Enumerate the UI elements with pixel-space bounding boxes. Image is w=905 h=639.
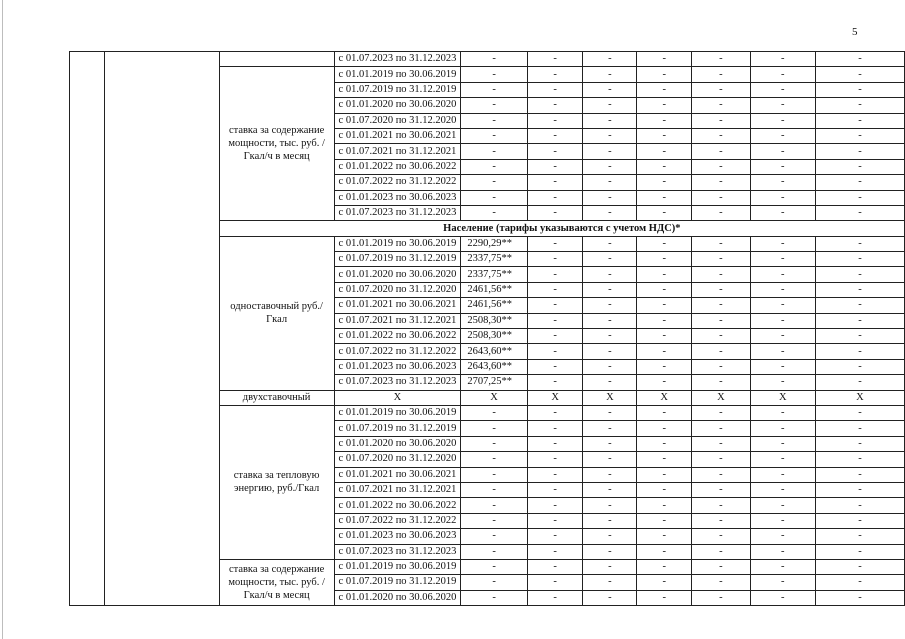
dash-cell: - xyxy=(461,52,527,67)
dash-cell: - xyxy=(815,159,904,174)
dash-cell: - xyxy=(815,267,904,282)
dash-cell: - xyxy=(637,590,692,605)
dash-cell: - xyxy=(583,375,637,390)
period-cell: с 01.01.2021 по 30.06.2021 xyxy=(334,298,461,313)
dash-cell: - xyxy=(750,313,815,328)
dash-cell: - xyxy=(637,252,692,267)
dash-cell: - xyxy=(750,467,815,482)
tariff-value-cell: 2337,75** xyxy=(461,252,527,267)
dash-cell: - xyxy=(637,544,692,559)
dash-cell: - xyxy=(461,190,527,205)
dash-cell: - xyxy=(750,67,815,82)
dash-cell: - xyxy=(692,82,751,97)
dash-cell: - xyxy=(750,252,815,267)
dash-cell: - xyxy=(583,452,637,467)
dash-cell: - xyxy=(750,436,815,451)
dash-cell: - xyxy=(692,482,751,497)
dash-cell: - xyxy=(637,375,692,390)
dash-cell: - xyxy=(692,375,751,390)
dash-cell: - xyxy=(583,575,637,590)
dash-cell: - xyxy=(527,436,583,451)
dash-cell: - xyxy=(527,590,583,605)
dash-cell: - xyxy=(692,452,751,467)
dash-cell: - xyxy=(527,575,583,590)
dash-cell: - xyxy=(815,113,904,128)
dash-cell: - xyxy=(637,529,692,544)
tariff-value-cell: 2461,56** xyxy=(461,282,527,297)
dash-cell: - xyxy=(637,436,692,451)
dash-cell: - xyxy=(692,575,751,590)
dash-cell: - xyxy=(583,52,637,67)
x-cell: X xyxy=(815,390,904,405)
x-cell: X xyxy=(750,390,815,405)
period-cell: с 01.01.2022 по 30.06.2022 xyxy=(334,329,461,344)
dash-cell: - xyxy=(750,144,815,159)
dash-cell: - xyxy=(815,175,904,190)
capacity-rate-label: ставка за содержание мощности, тыс. руб. /Гкал/ч в месяц xyxy=(219,67,334,221)
dash-cell: - xyxy=(750,575,815,590)
period-cell: с 01.01.2020 по 30.06.2020 xyxy=(334,98,461,113)
dash-cell: - xyxy=(637,52,692,67)
dash-cell: - xyxy=(583,175,637,190)
dash-cell: - xyxy=(461,529,527,544)
dash-cell: - xyxy=(461,421,527,436)
dash-cell: - xyxy=(583,405,637,420)
dash-cell: - xyxy=(527,482,583,497)
dash-cell: - xyxy=(583,467,637,482)
dash-cell: - xyxy=(461,405,527,420)
dash-cell: - xyxy=(815,544,904,559)
dash-cell: - xyxy=(815,359,904,374)
dash-cell: - xyxy=(527,359,583,374)
dash-cell: - xyxy=(815,329,904,344)
period-cell: с 01.01.2020 по 30.06.2020 xyxy=(334,590,461,605)
dash-cell: - xyxy=(461,159,527,174)
dash-cell: - xyxy=(583,359,637,374)
dash-cell: - xyxy=(815,436,904,451)
tariff-value-cell: 2643,60** xyxy=(461,344,527,359)
dash-cell: - xyxy=(692,159,751,174)
dash-cell: - xyxy=(527,113,583,128)
dash-cell: - xyxy=(750,205,815,220)
period-cell: с 01.07.2020 по 31.12.2020 xyxy=(334,113,461,128)
dash-cell: - xyxy=(692,298,751,313)
dash-cell: - xyxy=(583,482,637,497)
dash-cell: - xyxy=(750,298,815,313)
dash-cell: - xyxy=(583,205,637,220)
dash-cell: - xyxy=(692,405,751,420)
dash-cell: - xyxy=(815,452,904,467)
dash-cell: - xyxy=(527,329,583,344)
dash-cell: - xyxy=(692,190,751,205)
period-cell: с 01.07.2020 по 31.12.2020 xyxy=(334,282,461,297)
dash-cell: - xyxy=(461,144,527,159)
dash-cell: - xyxy=(527,190,583,205)
dash-cell: - xyxy=(692,344,751,359)
period-cell: с 01.07.2021 по 31.12.2021 xyxy=(334,482,461,497)
dash-cell: - xyxy=(527,513,583,528)
dash-cell: - xyxy=(692,113,751,128)
dash-cell: - xyxy=(750,559,815,574)
dash-cell: - xyxy=(461,113,527,128)
period-cell: с 01.01.2022 по 30.06.2022 xyxy=(334,498,461,513)
dash-cell: - xyxy=(583,559,637,574)
dash-cell: - xyxy=(527,267,583,282)
left-margin-cell xyxy=(105,52,219,606)
period-cell: с 01.07.2019 по 31.12.2019 xyxy=(334,252,461,267)
table-body xyxy=(70,52,905,606)
dash-cell: - xyxy=(527,559,583,574)
dash-cell: - xyxy=(461,559,527,574)
dash-cell: - xyxy=(637,498,692,513)
dash-cell: - xyxy=(750,452,815,467)
dash-cell: - xyxy=(527,205,583,220)
period-cell: с 01.07.2019 по 31.12.2019 xyxy=(334,82,461,97)
dash-cell: - xyxy=(583,98,637,113)
dash-cell: - xyxy=(461,205,527,220)
period-cell: с 01.07.2022 по 31.12.2022 xyxy=(334,513,461,528)
dash-cell: - xyxy=(583,144,637,159)
dash-cell: - xyxy=(815,375,904,390)
dash-cell: - xyxy=(815,98,904,113)
dash-cell: - xyxy=(750,236,815,251)
tariff-value-cell: 2707,25** xyxy=(461,375,527,390)
period-cell: с 01.01.2022 по 30.06.2022 xyxy=(334,159,461,174)
dash-cell: - xyxy=(583,190,637,205)
dash-cell: - xyxy=(637,482,692,497)
dash-cell: - xyxy=(637,298,692,313)
period-cell: с 01.01.2023 по 30.06.2023 xyxy=(334,190,461,205)
dash-cell: - xyxy=(750,359,815,374)
heat-rate-label: ставка за тепловую энергию, руб./Гкал xyxy=(219,405,334,559)
dash-cell: - xyxy=(750,113,815,128)
dash-cell: - xyxy=(815,67,904,82)
dash-cell: - xyxy=(815,344,904,359)
section-header-population: Население (тарифы указываются с учетом НДС)* xyxy=(219,221,904,236)
dash-cell: - xyxy=(583,313,637,328)
period-cell: с 01.01.2021 по 30.06.2021 xyxy=(334,128,461,143)
dash-cell: - xyxy=(583,113,637,128)
dash-cell: - xyxy=(637,282,692,297)
period-cell: с 01.07.2019 по 31.12.2019 xyxy=(334,575,461,590)
dash-cell: - xyxy=(815,190,904,205)
period-cell: с 01.07.2022 по 31.12.2022 xyxy=(334,344,461,359)
dash-cell: - xyxy=(750,421,815,436)
dash-cell: - xyxy=(815,52,904,67)
dash-cell: - xyxy=(527,467,583,482)
dash-cell: - xyxy=(815,559,904,574)
dash-cell: - xyxy=(637,67,692,82)
period-cell: с 01.07.2023 по 31.12.2023 xyxy=(334,205,461,220)
dash-cell: - xyxy=(692,52,751,67)
dash-cell: - xyxy=(637,344,692,359)
x-cell: X xyxy=(583,390,637,405)
dash-cell: - xyxy=(527,252,583,267)
two-part-tariff-label: двухставочный xyxy=(219,390,334,405)
period-cell: с 01.07.2021 по 31.12.2021 xyxy=(334,144,461,159)
dash-cell: - xyxy=(583,529,637,544)
dash-cell: - xyxy=(750,82,815,97)
dash-cell: - xyxy=(637,405,692,420)
dash-cell: - xyxy=(461,175,527,190)
empty-label-cell xyxy=(219,52,334,67)
dash-cell: - xyxy=(815,298,904,313)
dash-cell: - xyxy=(637,190,692,205)
period-cell: с 01.07.2022 по 31.12.2022 xyxy=(334,175,461,190)
dash-cell: - xyxy=(815,513,904,528)
dash-cell: - xyxy=(637,236,692,251)
dash-cell: - xyxy=(461,482,527,497)
dash-cell: - xyxy=(692,359,751,374)
dash-cell: - xyxy=(692,144,751,159)
dash-cell: - xyxy=(637,329,692,344)
dash-cell: - xyxy=(527,344,583,359)
dash-cell: - xyxy=(815,529,904,544)
dash-cell: - xyxy=(527,405,583,420)
dash-cell: - xyxy=(527,175,583,190)
dash-cell: - xyxy=(527,67,583,82)
one-part-tariff-label: одноставочный руб./Гкал xyxy=(219,236,334,390)
dash-cell: - xyxy=(461,436,527,451)
dash-cell: - xyxy=(692,282,751,297)
dash-cell: - xyxy=(692,236,751,251)
dash-cell: - xyxy=(527,498,583,513)
dash-cell: - xyxy=(461,590,527,605)
x-cell: X xyxy=(527,390,583,405)
period-cell: с 01.01.2019 по 30.06.2019 xyxy=(334,559,461,574)
dash-cell: - xyxy=(637,113,692,128)
dash-cell: - xyxy=(692,436,751,451)
period-cell: с 01.07.2023 по 31.12.2023 xyxy=(334,544,461,559)
dash-cell: - xyxy=(637,559,692,574)
dash-cell: - xyxy=(637,82,692,97)
dash-cell: - xyxy=(527,82,583,97)
dash-cell: - xyxy=(637,359,692,374)
dash-cell: - xyxy=(637,175,692,190)
dash-cell: - xyxy=(750,190,815,205)
dash-cell: - xyxy=(461,513,527,528)
dash-cell: - xyxy=(815,313,904,328)
dash-cell: - xyxy=(750,590,815,605)
dash-cell: - xyxy=(583,282,637,297)
dash-cell: - xyxy=(750,405,815,420)
dash-cell: - xyxy=(461,128,527,143)
dash-cell: - xyxy=(637,267,692,282)
dash-cell: - xyxy=(815,236,904,251)
dash-cell: - xyxy=(583,544,637,559)
dash-cell: - xyxy=(527,544,583,559)
dash-cell: - xyxy=(637,421,692,436)
dash-cell: - xyxy=(583,82,637,97)
dash-cell: - xyxy=(750,529,815,544)
dash-cell: - xyxy=(815,575,904,590)
left-margin-cell xyxy=(70,52,105,606)
dash-cell: - xyxy=(583,67,637,82)
dash-cell: - xyxy=(461,98,527,113)
period-cell: с 01.01.2023 по 30.06.2023 xyxy=(334,359,461,374)
dash-cell: - xyxy=(692,205,751,220)
dash-cell: - xyxy=(527,159,583,174)
dash-cell: - xyxy=(583,128,637,143)
dash-cell: - xyxy=(750,159,815,174)
period-cell: с 01.01.2019 по 30.06.2019 xyxy=(334,236,461,251)
dash-cell: - xyxy=(750,98,815,113)
dash-cell: - xyxy=(692,175,751,190)
dash-cell: - xyxy=(637,128,692,143)
dash-cell: - xyxy=(692,252,751,267)
dash-cell: - xyxy=(815,498,904,513)
dash-cell: - xyxy=(583,252,637,267)
table-row xyxy=(70,52,905,67)
tariff-value-cell: 2461,56** xyxy=(461,298,527,313)
dash-cell: - xyxy=(692,67,751,82)
period-cell: с 01.07.2020 по 31.12.2020 xyxy=(334,452,461,467)
dash-cell: - xyxy=(637,467,692,482)
dash-cell: - xyxy=(815,282,904,297)
dash-cell: - xyxy=(583,421,637,436)
period-cell: с 01.01.2019 по 30.06.2019 xyxy=(334,405,461,420)
dash-cell: - xyxy=(527,452,583,467)
x-cell: X xyxy=(461,390,527,405)
tariff-value-cell: 2508,30** xyxy=(461,329,527,344)
dash-cell: - xyxy=(750,52,815,67)
dash-cell: - xyxy=(815,405,904,420)
dash-cell: - xyxy=(750,175,815,190)
dash-cell: - xyxy=(637,144,692,159)
dash-cell: - xyxy=(815,82,904,97)
dash-cell: - xyxy=(637,205,692,220)
dash-cell: - xyxy=(527,128,583,143)
dash-cell: - xyxy=(637,313,692,328)
dash-cell: - xyxy=(692,267,751,282)
dash-cell: - xyxy=(692,128,751,143)
dash-cell: - xyxy=(692,467,751,482)
dash-cell: - xyxy=(527,298,583,313)
dash-cell: - xyxy=(692,98,751,113)
dash-cell: - xyxy=(461,67,527,82)
period-cell: с 01.07.2021 по 31.12.2021 xyxy=(334,313,461,328)
dash-cell: - xyxy=(815,421,904,436)
dash-cell: - xyxy=(583,236,637,251)
dash-cell: - xyxy=(583,329,637,344)
dash-cell: - xyxy=(750,513,815,528)
x-cell: X xyxy=(637,390,692,405)
dash-cell: - xyxy=(750,282,815,297)
dash-cell: - xyxy=(750,544,815,559)
period-cell: с 01.01.2020 по 30.06.2020 xyxy=(334,267,461,282)
dash-cell: - xyxy=(815,467,904,482)
dash-cell: - xyxy=(637,513,692,528)
dash-cell: - xyxy=(692,329,751,344)
dash-cell: - xyxy=(750,329,815,344)
tariff-table xyxy=(69,51,905,606)
dash-cell: - xyxy=(461,544,527,559)
x-cell: X xyxy=(334,390,461,405)
dash-cell: - xyxy=(692,544,751,559)
dash-cell: - xyxy=(583,298,637,313)
dash-cell: - xyxy=(527,421,583,436)
period-cell: с 01.01.2020 по 30.06.2020 xyxy=(334,436,461,451)
dash-cell: - xyxy=(527,313,583,328)
dash-cell: - xyxy=(692,559,751,574)
dash-cell: - xyxy=(815,482,904,497)
period-cell: с 01.07.2023 по 31.12.2023 xyxy=(334,52,461,67)
dash-cell: - xyxy=(815,252,904,267)
x-cell: X xyxy=(692,390,751,405)
capacity-rate-label-2: ставка за содержание мощности, тыс. руб. /Гкал/ч в месяц xyxy=(219,559,334,605)
tariff-value-cell: 2337,75** xyxy=(461,267,527,282)
dash-cell: - xyxy=(692,590,751,605)
tariff-value-cell: 2508,30** xyxy=(461,313,527,328)
dash-cell: - xyxy=(750,344,815,359)
dash-cell: - xyxy=(583,590,637,605)
dash-cell: - xyxy=(750,498,815,513)
dash-cell: - xyxy=(750,375,815,390)
dash-cell: - xyxy=(527,144,583,159)
scan-edge-line xyxy=(2,0,3,639)
dash-cell: - xyxy=(527,52,583,67)
dash-cell: - xyxy=(527,236,583,251)
dash-cell: - xyxy=(461,498,527,513)
dash-cell: - xyxy=(527,375,583,390)
dash-cell: - xyxy=(815,128,904,143)
period-cell: с 01.07.2019 по 31.12.2019 xyxy=(334,421,461,436)
dash-cell: - xyxy=(583,344,637,359)
tariff-value-cell: 2290,29** xyxy=(461,236,527,251)
dash-cell: - xyxy=(692,529,751,544)
dash-cell: - xyxy=(815,205,904,220)
dash-cell: - xyxy=(461,452,527,467)
period-cell: с 01.07.2023 по 31.12.2023 xyxy=(334,375,461,390)
dash-cell: - xyxy=(637,159,692,174)
dash-cell: - xyxy=(692,498,751,513)
period-cell: с 01.01.2019 по 30.06.2019 xyxy=(334,67,461,82)
period-cell: с 01.01.2023 по 30.06.2023 xyxy=(334,529,461,544)
dash-cell: - xyxy=(750,267,815,282)
dash-cell: - xyxy=(583,267,637,282)
dash-cell: - xyxy=(692,513,751,528)
dash-cell: - xyxy=(461,82,527,97)
dash-cell: - xyxy=(527,98,583,113)
dash-cell: - xyxy=(750,128,815,143)
dash-cell: - xyxy=(527,529,583,544)
page-number: 5 xyxy=(852,26,858,38)
dash-cell: - xyxy=(692,421,751,436)
dash-cell: - xyxy=(527,282,583,297)
tariff-value-cell: 2643,60** xyxy=(461,359,527,374)
dash-cell: - xyxy=(815,590,904,605)
dash-cell: - xyxy=(692,313,751,328)
dash-cell: - xyxy=(637,452,692,467)
dash-cell: - xyxy=(637,575,692,590)
dash-cell: - xyxy=(583,498,637,513)
dash-cell: - xyxy=(583,159,637,174)
dash-cell: - xyxy=(750,482,815,497)
period-cell: с 01.01.2021 по 30.06.2021 xyxy=(334,467,461,482)
dash-cell: - xyxy=(461,575,527,590)
dash-cell: - xyxy=(461,467,527,482)
dash-cell: - xyxy=(583,436,637,451)
dash-cell: - xyxy=(815,144,904,159)
dash-cell: - xyxy=(637,98,692,113)
dash-cell: - xyxy=(583,513,637,528)
